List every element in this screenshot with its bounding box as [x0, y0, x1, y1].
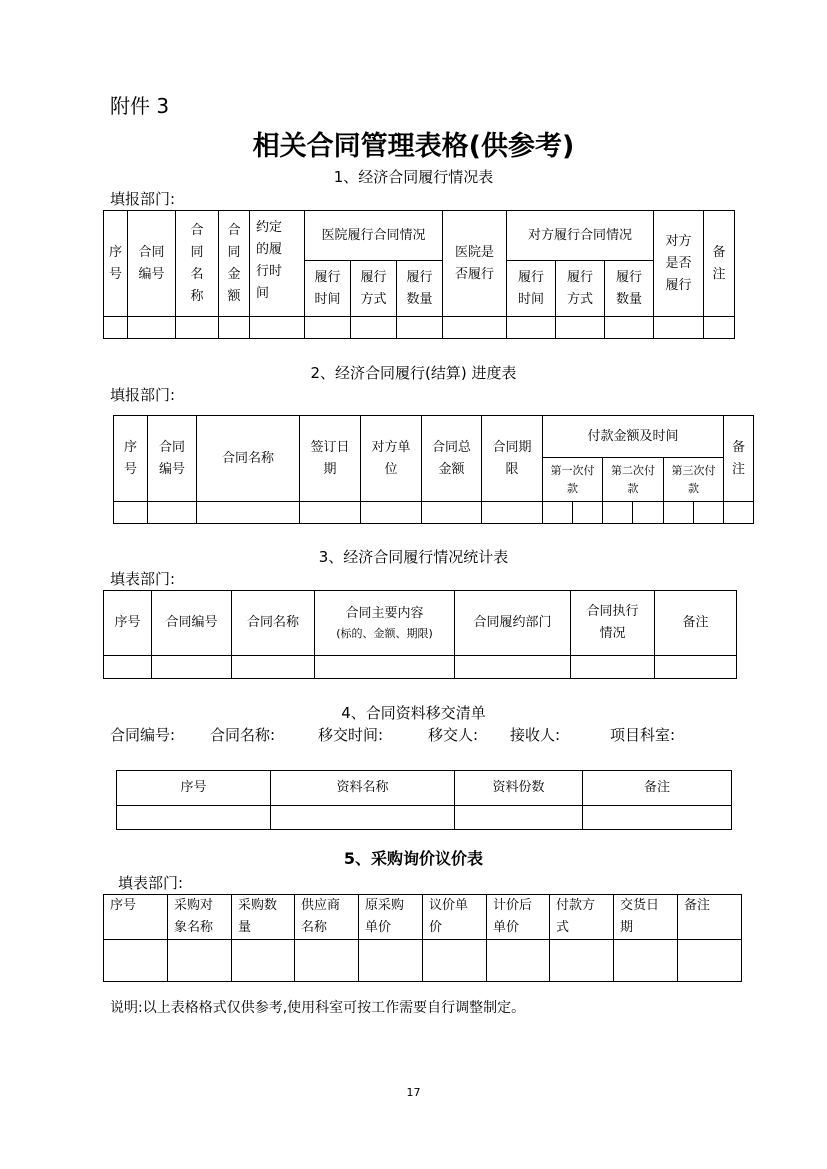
t1-header-hospital: 医院履行合同情况	[305, 211, 443, 261]
t5-header-final-price: 计价后单价	[487, 895, 550, 940]
t2-header-party: 对方单位	[361, 416, 422, 502]
t1-header-hospital-time: 履行时间	[305, 261, 351, 317]
settlement-progress-table	[113, 415, 754, 524]
t1-header-other-time: 履行时间	[507, 261, 556, 317]
t5-header-object: 采购对象名称	[168, 895, 232, 940]
table5-dept-label: 填表部门:	[118, 874, 184, 892]
t2-header-remark: 备注	[724, 416, 754, 502]
t5-header-supplier: 供应商名称	[295, 895, 359, 940]
t3-header-dept: 合同履约部门	[455, 591, 571, 656]
table-row	[114, 502, 754, 524]
t1-header-remark: 备注	[704, 211, 735, 317]
t1-header-other-qty: 履行数量	[605, 261, 654, 317]
t1-header-seq: 序号	[104, 211, 128, 317]
t3-header-content-sub: (标的、金额、期限)	[336, 627, 433, 640]
t5-header-payment: 付款方式	[550, 895, 614, 940]
table3-dept-label: 填表部门:	[110, 570, 176, 588]
t1-header-other-way: 履行方式	[556, 261, 605, 317]
purchase-inquiry-table	[103, 894, 742, 982]
t4-field-receiver: 接收人:	[510, 726, 561, 744]
t5-header-delivery: 交货日期	[614, 895, 678, 940]
table2-dept-label: 填报部门:	[110, 386, 176, 404]
t2-header-sign-date: 签订日期	[300, 416, 361, 502]
footnote: 说明:以上表格格式仅供参考,使用科室可按工作需要自行调整制定。	[110, 1000, 526, 1016]
table1-dept-label: 填报部门:	[110, 190, 176, 208]
t2-header-name: 合同名称	[197, 416, 300, 502]
t2-header-payment: 付款金额及时间	[543, 416, 724, 458]
t2-header-pay1: 第一次付款	[543, 458, 603, 502]
t1-header-no: 合同编号	[128, 211, 176, 317]
t4-field-department: 项目科室:	[610, 726, 676, 744]
table-row	[104, 317, 735, 339]
table-row	[104, 940, 742, 982]
t5-header-seq: 序号	[104, 895, 168, 940]
t1-header-hospital-qty: 履行数量	[397, 261, 443, 317]
t5-header-quantity: 采购数量	[232, 895, 295, 940]
t3-header-seq: 序号	[104, 591, 152, 656]
t2-header-total: 合同总金额	[422, 416, 482, 502]
t2-header-seq: 序号	[114, 416, 148, 502]
t1-header-name: 合同名称	[176, 211, 219, 317]
t3-header-no: 合同编号	[152, 591, 232, 656]
table1-title: 1、经济合同履行情况表	[333, 168, 494, 186]
t3-header-remark: 备注	[655, 591, 737, 656]
t2-header-pay2: 第二次付款	[603, 458, 664, 502]
t5-header-orig-price: 原采购单价	[359, 895, 423, 940]
t4-header-name: 资料名称	[271, 771, 455, 806]
t4-header-remark: 备注	[583, 771, 732, 806]
t3-header-exec: 合同执行情况	[571, 591, 655, 656]
t1-header-hospital-way: 履行方式	[351, 261, 397, 317]
t1-header-other-done: 对方是否履行	[654, 211, 704, 317]
t4-field-transfer-time: 移交时间:	[318, 726, 384, 744]
t4-field-contract-name: 合同名称:	[210, 726, 276, 744]
t1-header-agreed-time: 约定的履行时间	[250, 211, 305, 317]
t1-header-amount: 合同金额	[219, 211, 250, 317]
t5-header-remark: 备注	[678, 895, 742, 940]
table4-title: 4、合同资料移交清单	[341, 704, 486, 722]
table-row	[117, 806, 732, 830]
t2-header-no: 合同编号	[148, 416, 197, 502]
t3-header-content-main: 合同主要内容	[345, 606, 424, 621]
main-title: 相关合同管理表格(供参考)	[252, 131, 575, 162]
performance-statistics-table	[103, 590, 737, 679]
contract-performance-table	[103, 210, 735, 339]
table-row	[104, 656, 737, 679]
t5-header-bargain-price: 议价单价	[423, 895, 487, 940]
t1-header-hospital-done: 医院是否履行	[443, 211, 507, 317]
t2-header-term: 合同期限	[482, 416, 543, 502]
document-transfer-table	[116, 770, 732, 830]
t2-header-pay3: 第三次付款	[664, 458, 724, 502]
t4-field-transferor: 移交人:	[428, 726, 479, 744]
attachment-label: 附件 3	[110, 94, 170, 118]
t4-header-copies: 资料份数	[455, 771, 583, 806]
t3-header-name: 合同名称	[232, 591, 315, 656]
t4-field-contract-no: 合同编号:	[110, 726, 176, 744]
table2-title: 2、经济合同履行(结算) 进度表	[310, 364, 517, 382]
t4-header-seq: 序号	[117, 771, 271, 806]
t3-header-content	[315, 591, 455, 656]
table3-title: 3、经济合同履行情况统计表	[318, 548, 509, 566]
t1-header-other: 对方履行合同情况	[507, 211, 654, 261]
table5-title: 5、采购询价议价表	[343, 849, 484, 868]
page-number: 17	[406, 1086, 421, 1099]
